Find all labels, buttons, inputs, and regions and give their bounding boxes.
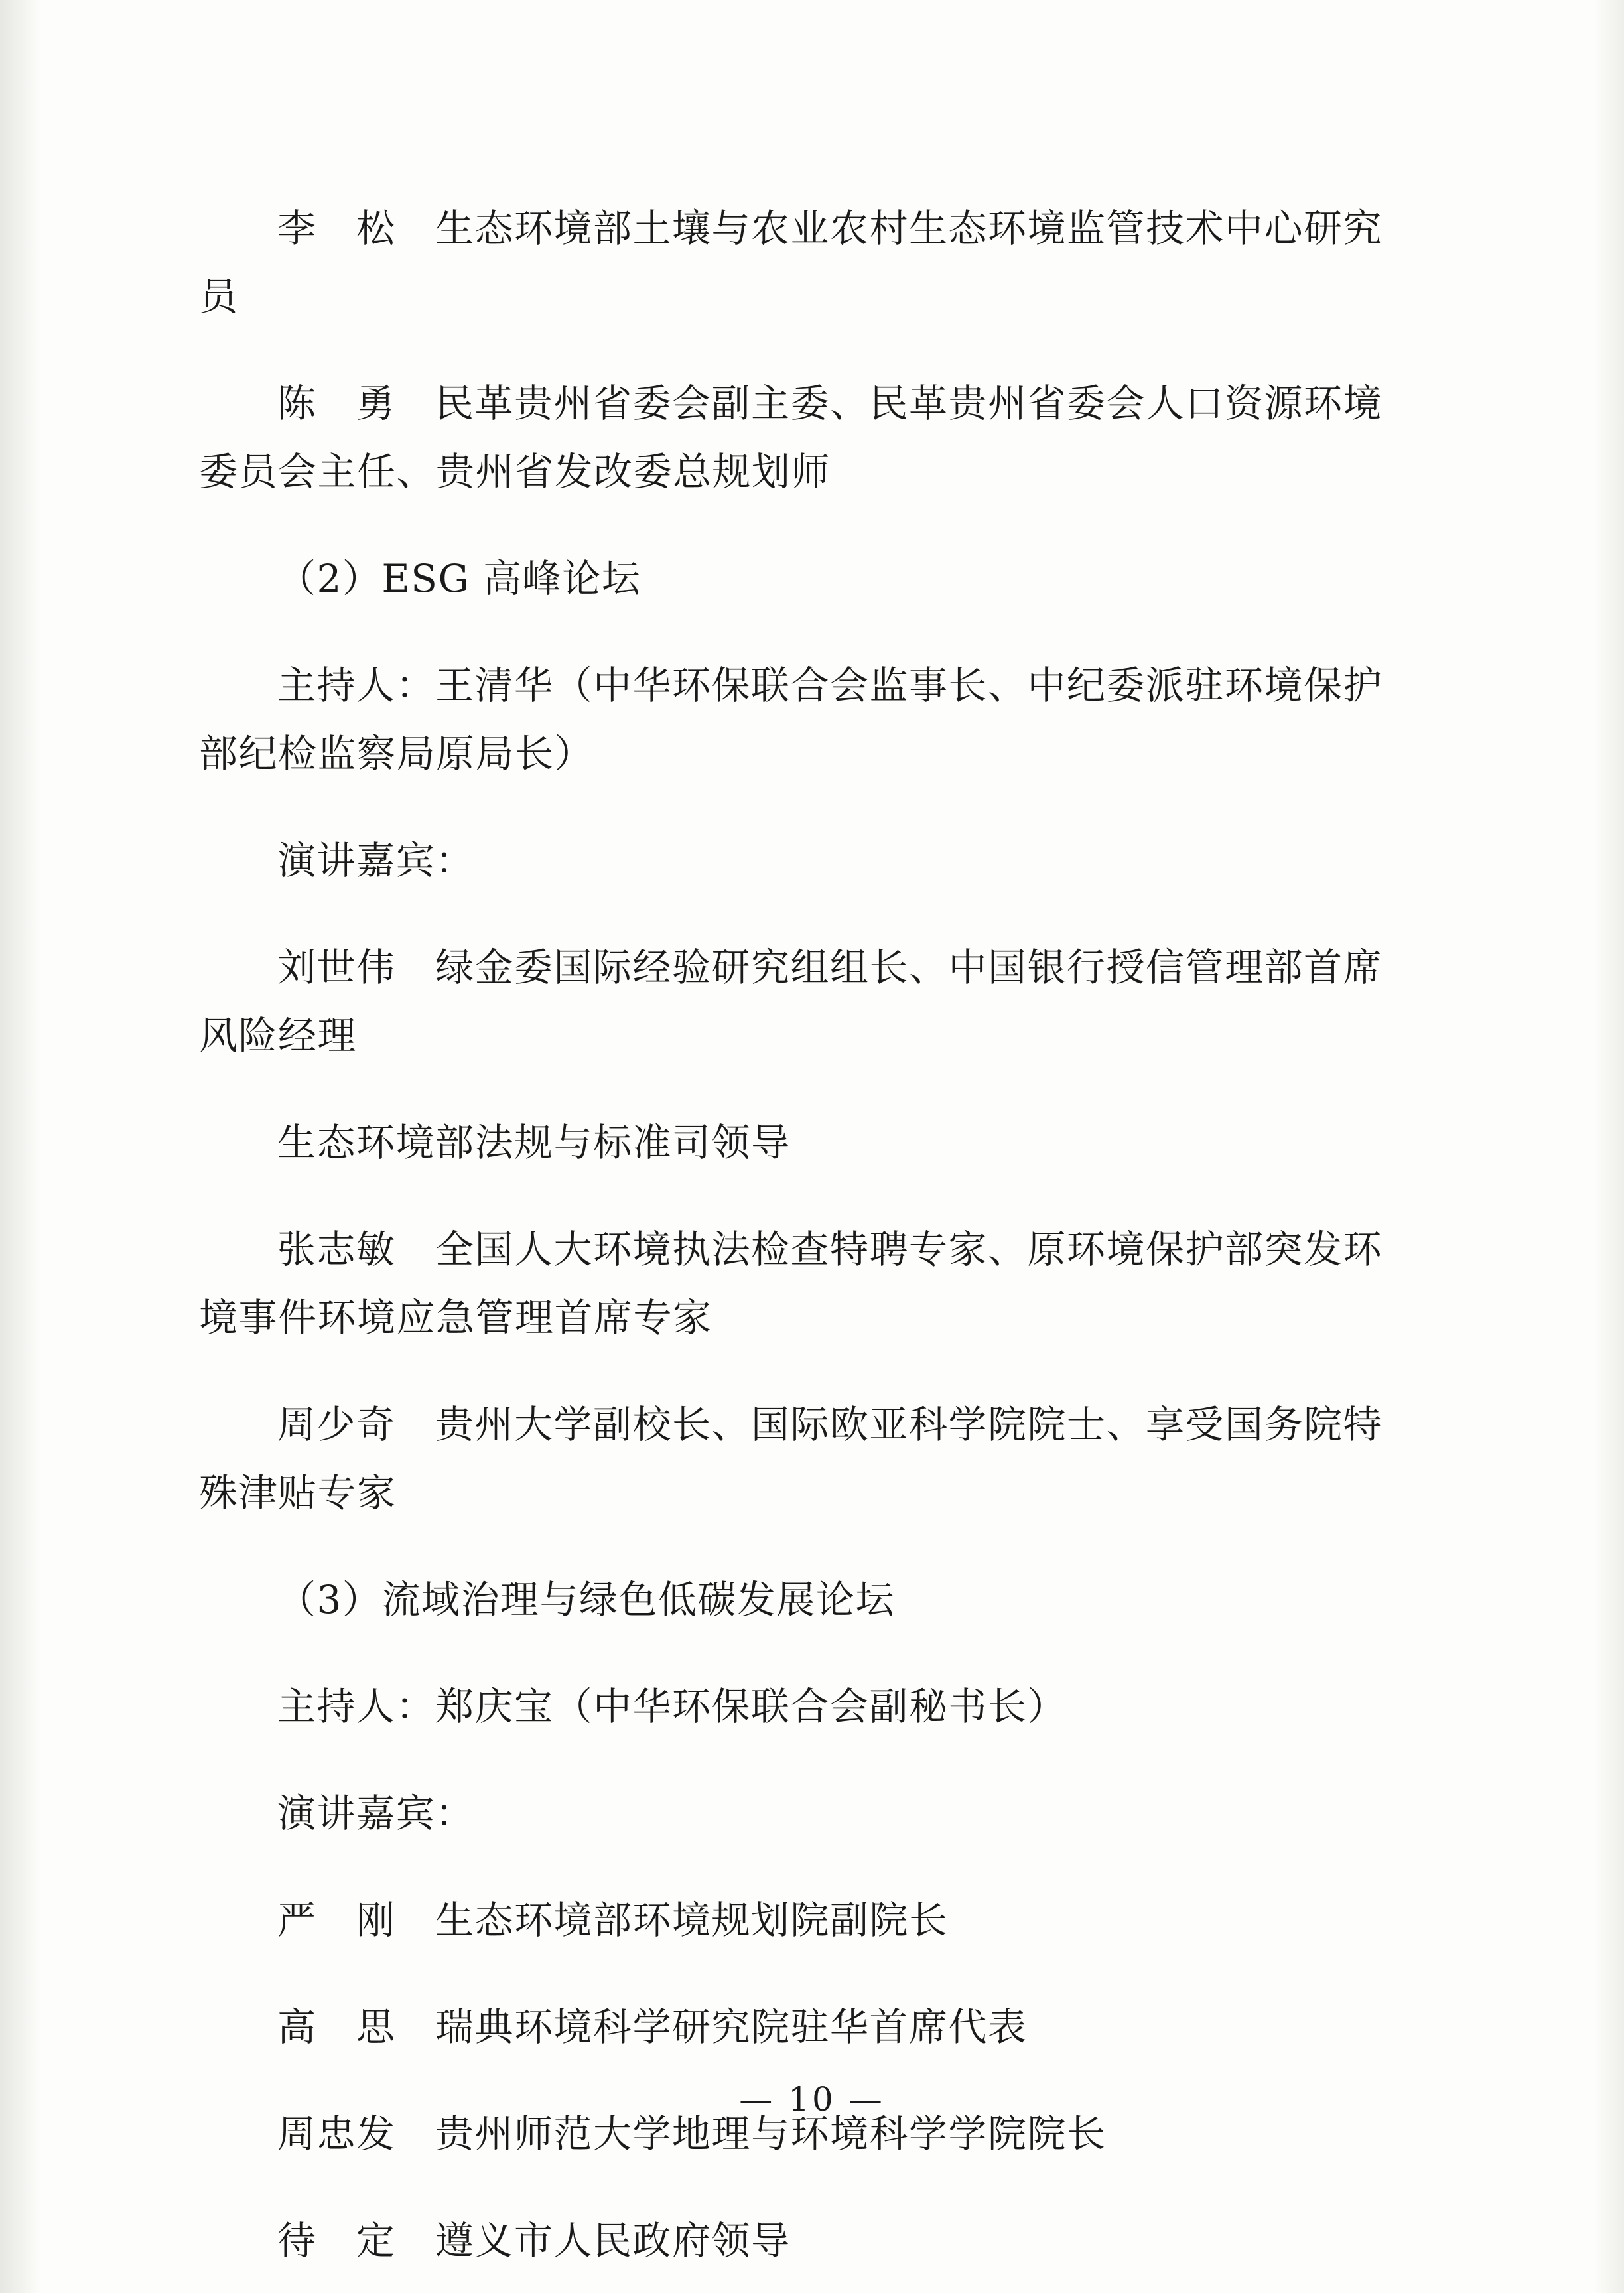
document-body: [199, 156, 1413, 2293]
paragraph: 刘世伟 绿金委国际经验研究组组长、中国银行授信管理部首席风险经理: [199, 945, 1383, 1058]
paragraph: 高 思 瑞典环境科学研究院驻华首席代表: [277, 2004, 1028, 2050]
paragraph: 张志敏 全国人大环境执法检查特聘专家、原环境保护部突发环境事件环境应急管理首席专家: [199, 1227, 1383, 1340]
paragraph: 主持人：郑庆宝（中华环保联合会副秘书长）: [277, 1684, 1067, 1729]
paragraph: （3）流域治理与绿色低碳发展论坛: [277, 1577, 895, 1622]
paragraph: 主持人：王清华（中华环保联合会监事长、中纪委派驻环境保护部纪检监察局原局长）: [199, 663, 1383, 776]
paragraph: （2）ESG 高峰论坛: [277, 556, 642, 601]
paragraph: 待 定 遵义市人民政府领导: [277, 2218, 791, 2263]
paragraph: 演讲嘉宾：: [277, 1791, 475, 1836]
paragraph: 严 刚 生态环境部环境规划院副院长: [277, 1898, 949, 1943]
page-number: — 10 —: [739, 2080, 885, 2119]
paragraph: 李 松 生态环境部土壤与农业农村生态环境监管技术中心研究员: [199, 206, 1383, 319]
paragraph: 演讲嘉宾：: [277, 838, 475, 883]
paragraph: 陈 勇 民革贵州省委会副主委、民革贵州省委会人口资源环境委员会主任、贵州省发改委总规划师: [199, 381, 1383, 494]
paragraph: 周忠发 贵州师范大学地理与环境科学学院院长: [277, 2111, 1107, 2156]
paragraph: 生态环境部法规与标准司领导: [277, 1120, 791, 1165]
paragraph: 周少奇 贵州大学副校长、国际欧亚科学院院士、享受国务院特殊津贴专家: [199, 1402, 1383, 1515]
